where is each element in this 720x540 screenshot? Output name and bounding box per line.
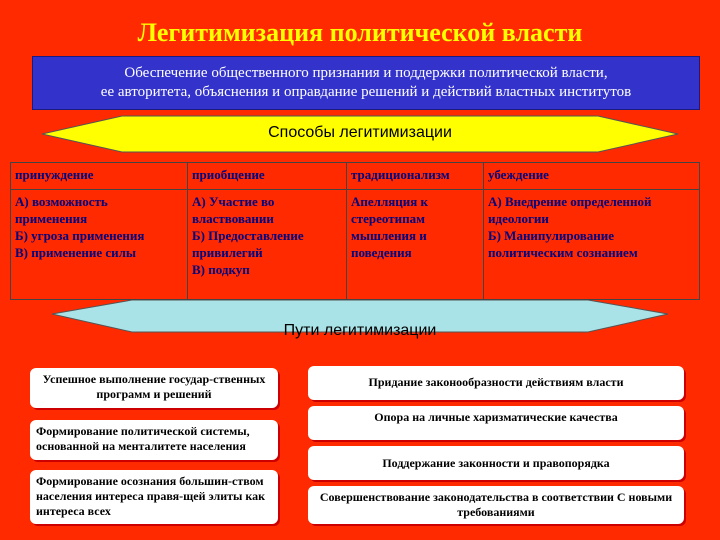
method-item: В) применение силы xyxy=(15,245,137,260)
method-item: В) подкуп xyxy=(192,262,250,277)
method-items-coercion xyxy=(11,190,188,300)
definition-line-2: ее авторитета, объяснения и оправдание решений и действий властных институтов xyxy=(100,84,632,100)
method-item: Б) Манипулирование политическим сознанием xyxy=(488,228,638,260)
way-card-right-4: Совершенствование законодательства в соответствии С новыми требованиями xyxy=(308,486,684,524)
way-card-left-1: Успешное выполнение государ-ственных программ и решений xyxy=(30,368,278,408)
methods-table xyxy=(10,162,700,300)
method-item: А) Участие во властвовании xyxy=(192,194,275,226)
method-item: А) возможность применения xyxy=(15,194,108,226)
method-item: Б) Предоставление привилегий xyxy=(192,228,304,260)
method-items-involvement xyxy=(188,190,347,300)
methods-header: Способы легитимизации xyxy=(268,124,452,141)
method-name-involvement: приобщение xyxy=(188,163,347,190)
way-card-right-3: Поддержание законности и правопорядка xyxy=(308,446,684,480)
method-item: А) Внедрение определенной идеологии xyxy=(488,194,652,226)
method-items-persuasion xyxy=(484,190,700,300)
method-name-coercion: принуждение xyxy=(11,163,188,190)
way-card-right-1: Придание законообразности действиям власти xyxy=(308,366,684,400)
definition-line-1: Обеспечение общественного признания и поддержки политической власти, xyxy=(124,65,608,81)
way-card-left-3: Формирование осознания большин-ством населения интереса правя-щей элиты как интереса всех xyxy=(30,470,278,524)
method-item: Апелляция к стереотипам мышления и поведения xyxy=(351,194,429,260)
method-item: Б) угроза применения xyxy=(15,228,145,243)
way-card-right-2: Опора на личные харизматические качества xyxy=(308,406,684,440)
ways-header: Пути легитимизации xyxy=(283,322,437,339)
method-items-traditionalism xyxy=(347,190,484,300)
method-name-traditionalism: традиционализм xyxy=(347,163,484,190)
way-card-left-2: Формирование политической системы, основанной на менталитете населения xyxy=(30,420,278,460)
method-name-persuasion: убеждение xyxy=(484,163,700,190)
page-title: Легитимизация политической власти xyxy=(137,18,583,47)
